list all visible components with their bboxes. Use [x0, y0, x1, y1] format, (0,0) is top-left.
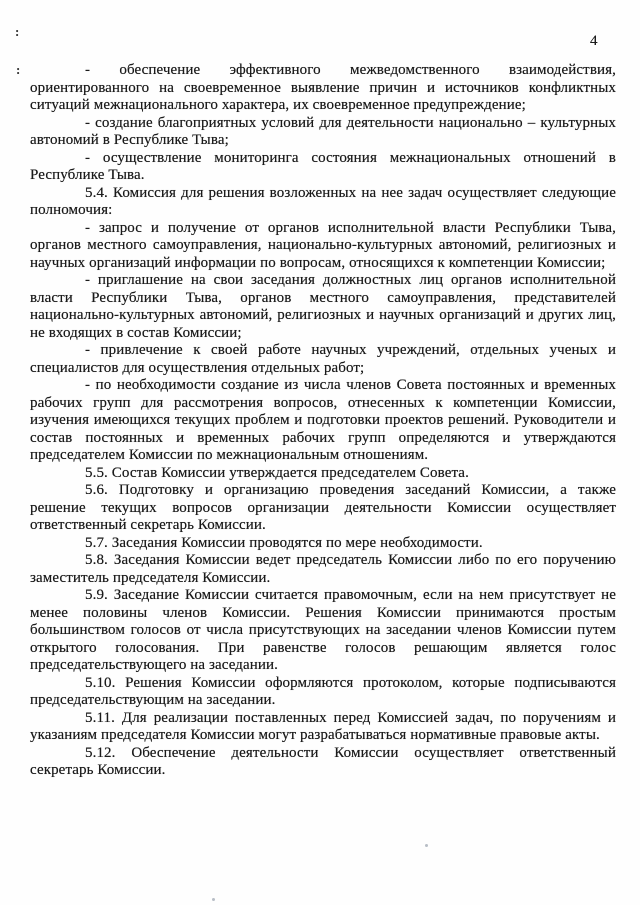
scan-speck [212, 898, 215, 901]
paragraph-bullet-involve-scientists: - привлечение к своей работе научных учреждений, отдельных ученых и специалистов для осуществления отдельных работ; [30, 342, 616, 376]
paragraph-5-8: 5.8. Заседания Комиссии ведет председатель Комиссии либо по его поручению заместитель председателя Комиссии. [30, 552, 616, 586]
margin-scan-artifact-top: : [15, 24, 20, 39]
document-body [30, 62, 616, 780]
paragraph-bullet-request-info: - запрос и получение от органов исполнительной власти Республики Тыва, органов местного самоуправления, национально-культурных автономий, религиозных и научных организаций информации по вопросам, относящихся к компетенции Комиссии; [30, 219, 616, 271]
paragraph-bullet-interagency-cooperation: - обеспечение эффективного межведомственного взаимодействия, ориентированного на своевременное выявление причин и источников конфликтных ситуаций межнационального характера, их своевременное предупреждение; [30, 62, 616, 113]
margin-scan-artifact-bottom: : [16, 62, 21, 77]
scan-speck [425, 844, 428, 847]
paragraph-5-10: 5.10. Решения Комиссии оформляются протоколом, которые подписываются председательствующим на заседании. [30, 674, 616, 708]
paragraph-bullet-monitoring: - осуществление мониторинга состояния межнациональных отношений в Республике Тыва. [30, 149, 616, 183]
paragraph-5-9: 5.9. Заседание Комиссии считается правомочным, если на нем присутствует не менее половины членов Комиссии. Решения Комиссии принимаются простым большинством голосов от числа присутствующих на заседании членов Комиссии путем открытого голосования. При равенстве голосов решающим является голос председательствующего на заседании. [30, 587, 616, 673]
paragraph-5-4: 5.4. Комиссия для решения возложенных на нее задач осуществляет следующие полномочия: [30, 184, 616, 218]
paragraph-5-5: 5.5. Состав Комиссии утверждается председателем Совета. [85, 464, 469, 481]
paragraph-bullet-invite-officials: - приглашение на свои заседания должностных лиц органов исполнительной власти Республики Тыва, органов местного самоуправления, представителей национально-культурных автономий, религиозных и научных организаций и других лиц, не входящих в состав Комиссии; [30, 272, 616, 341]
page-number: 4 [590, 33, 598, 49]
paragraph-5-6: 5.6. Подготовку и организацию проведения заседаний Комиссии, а также решение текущих вопросов организации деятельности Комиссии осуществляет ответственный секретарь Комиссии. [30, 482, 616, 533]
paragraph-5-12: 5.12. Обеспечение деятельности Комиссии осуществляет ответственный секретарь Комиссии. [30, 744, 616, 778]
paragraph-5-7: 5.7. Заседания Комиссии проводятся по мере необходимости. [85, 534, 483, 551]
paragraph-bullet-working-groups: - по необходимости создание из числа членов Совета постоянных и временных рабочих групп для рассмотрения вопросов, отнесенных к компетенции Комиссии, изучения имеющихся текущих проблем и подготовки проектов решений. Руководители и состав постоянных и временных рабочих групп определяются и утверждаются председателем Комиссии по межнациональным отношениям. [30, 377, 616, 463]
paragraph-5-11: 5.11. Для реализации поставленных перед Комиссией задач, по поручениям и указаниям председателя Комиссии могут разрабатываться нормативные правовые акты. [30, 709, 616, 743]
paragraph-bullet-favorable-conditions: - создание благоприятных условий для деятельности национально – культурных автономий в Республике Тыва; [30, 114, 616, 148]
